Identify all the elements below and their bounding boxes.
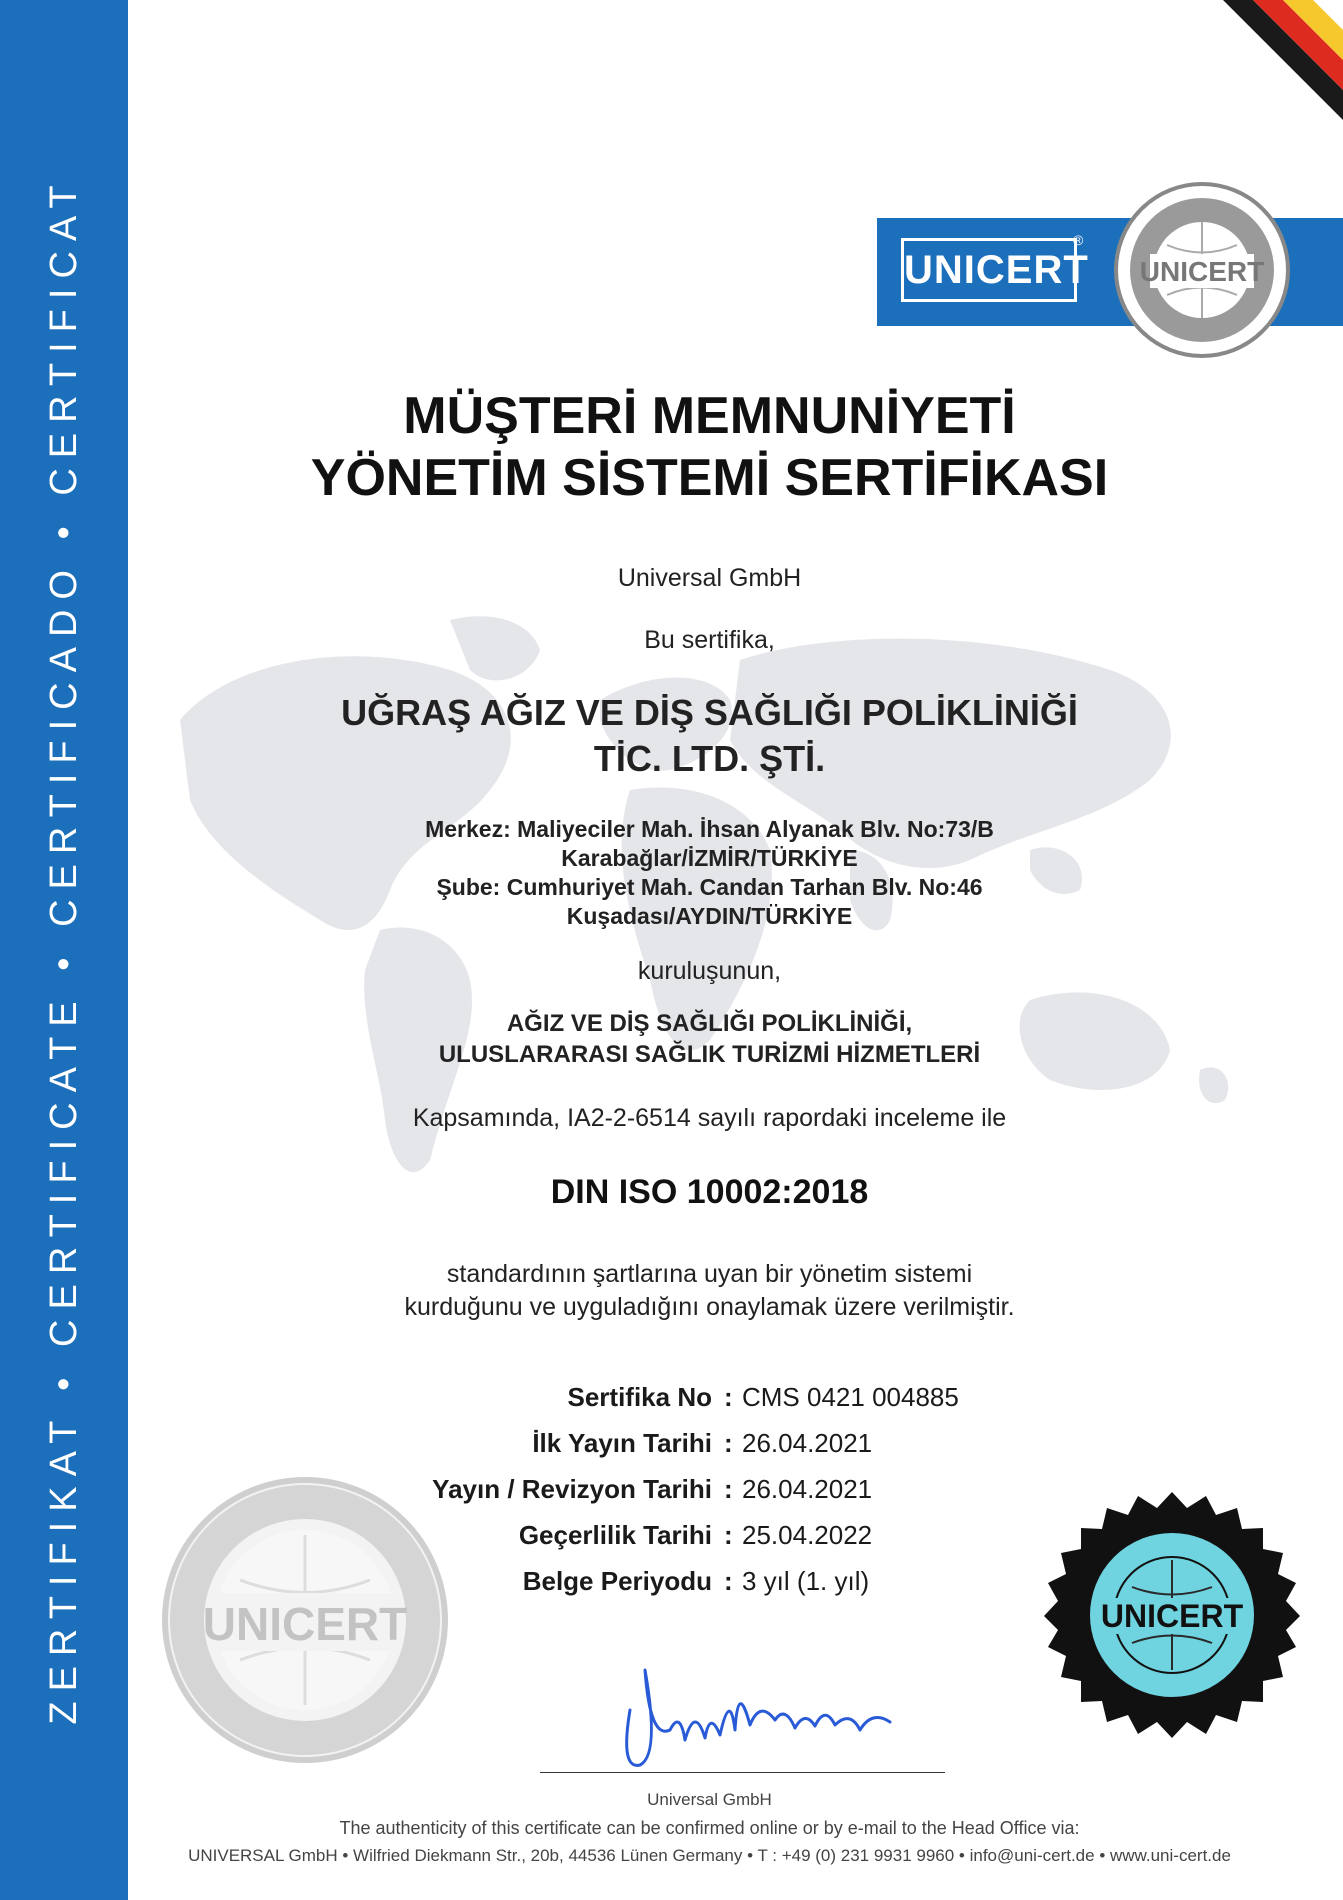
address-line-4: Kuşadası/AYDIN/TÜRKİYE [566,903,853,929]
company-name [128,690,1291,782]
unicert-logo: UNICERT [901,238,1077,302]
detail-separator: : [724,1428,733,1458]
company-address [128,815,1291,931]
company-line-2: TİC. LTD. ŞTİ. [593,738,826,779]
standard-name: DIN ISO 10002:2018 [550,1173,869,1211]
detail-label: Belge Periyodu [522,1566,712,1596]
conformity-line-2: kurduğunu ve uyguladığını onaylamak üzere verilmiştir. [404,1293,1015,1321]
conformity-line-1: standardının şartlarına uyan bir yönetim sistemi [446,1260,973,1288]
detail-separator: : [724,1474,733,1504]
report-text: Kapsamında, IA2-2-6514 sayılı rapordaki inceleme ile [412,1104,1007,1132]
universal-seal-top-icon [1112,180,1292,360]
svg-text:UNICERT: UNICERT [202,1598,408,1650]
universal-seal-black-icon [1042,1490,1302,1750]
detail-separator: : [724,1520,733,1550]
issuer-name: Universal GmbH [617,564,802,592]
side-band [0,0,128,1900]
detail-separator: : [724,1382,733,1412]
certificate-title [128,385,1291,509]
scope-line-1: AĞIZ VE DİŞ SAĞLIĞI POLİKLİNİĞİ, [506,1010,913,1037]
detail-row [300,1428,1100,1474]
detail-label: İlk Yayın Tarihi [532,1428,712,1458]
certification-scope [128,1008,1291,1070]
side-band-text: ZERTIFIKAT • CERTIFICATE • CERTIFICADO • CERTIFICAT [43,175,85,1725]
address-line-1: Merkez: Maliyeciler Mah. İhsan Alyanak Blv. No:73/B [425,816,994,842]
title-line-1: MÜŞTERİ MEMNUNİYETİ [403,387,1016,445]
universal-seal-gray-icon [160,1475,450,1765]
detail-separator: : [724,1566,733,1596]
address-line-3: Şube: Cumhuriyet Mah. Candan Tarhan Blv. No:46 [436,874,983,900]
signature-line [540,1772,945,1773]
detail-row [300,1382,1100,1428]
conformity-text [128,1258,1291,1324]
detail-value: 3 yıl (1. yıl) [742,1566,870,1596]
company-line-1: UĞRAŞ AĞIZ VE DİŞ SAĞLIĞI POLİKLİNİĞİ [341,692,1078,733]
detail-value: CMS 0421 004885 [742,1382,959,1412]
intro-text: Bu sertifika, [644,626,775,654]
svg-text:UNICERT: UNICERT [1139,256,1265,287]
detail-value: 26.04.2021 [742,1474,873,1504]
title-line-2: YÖNETİM SİSTEMİ SERTİFİKASI [310,449,1109,507]
svg-text:UNICERT: UNICERT [1100,1598,1244,1634]
detail-value: 26.04.2021 [742,1428,873,1458]
footer-verification-text: The authenticity of this certificate can be confirmed online or by e-mail to the Head Office via: [339,1818,1080,1838]
signature-name: Universal GmbH [647,1790,772,1809]
detail-label: Sertifika No [567,1382,712,1412]
detail-label: Geçerlilik Tarihi [518,1520,712,1550]
org-suffix: kuruluşunun, [637,957,782,985]
scope-line-2: ULUSLARARASI SAĞLIK TURİZMİ HİZMETLERİ [438,1041,981,1068]
detail-label: Yayın / Revizyon Tarihi [432,1474,712,1504]
registered-mark: ® [1073,232,1084,248]
address-line-2: Karabağlar/İZMİR/TÜRKİYE [561,845,858,871]
detail-value: 25.04.2022 [742,1520,873,1550]
signature-icon [610,1650,910,1780]
flag-corner-icon [1183,0,1343,160]
footer-contact-text: UNIVERSAL GmbH • Wilfried Diekmann Str., 20b, 44536 Lünen Germany • T : +49 (0) 231 9931 9960 • info@uni-cert.de • www.uni-cert.de [188,1846,1231,1865]
